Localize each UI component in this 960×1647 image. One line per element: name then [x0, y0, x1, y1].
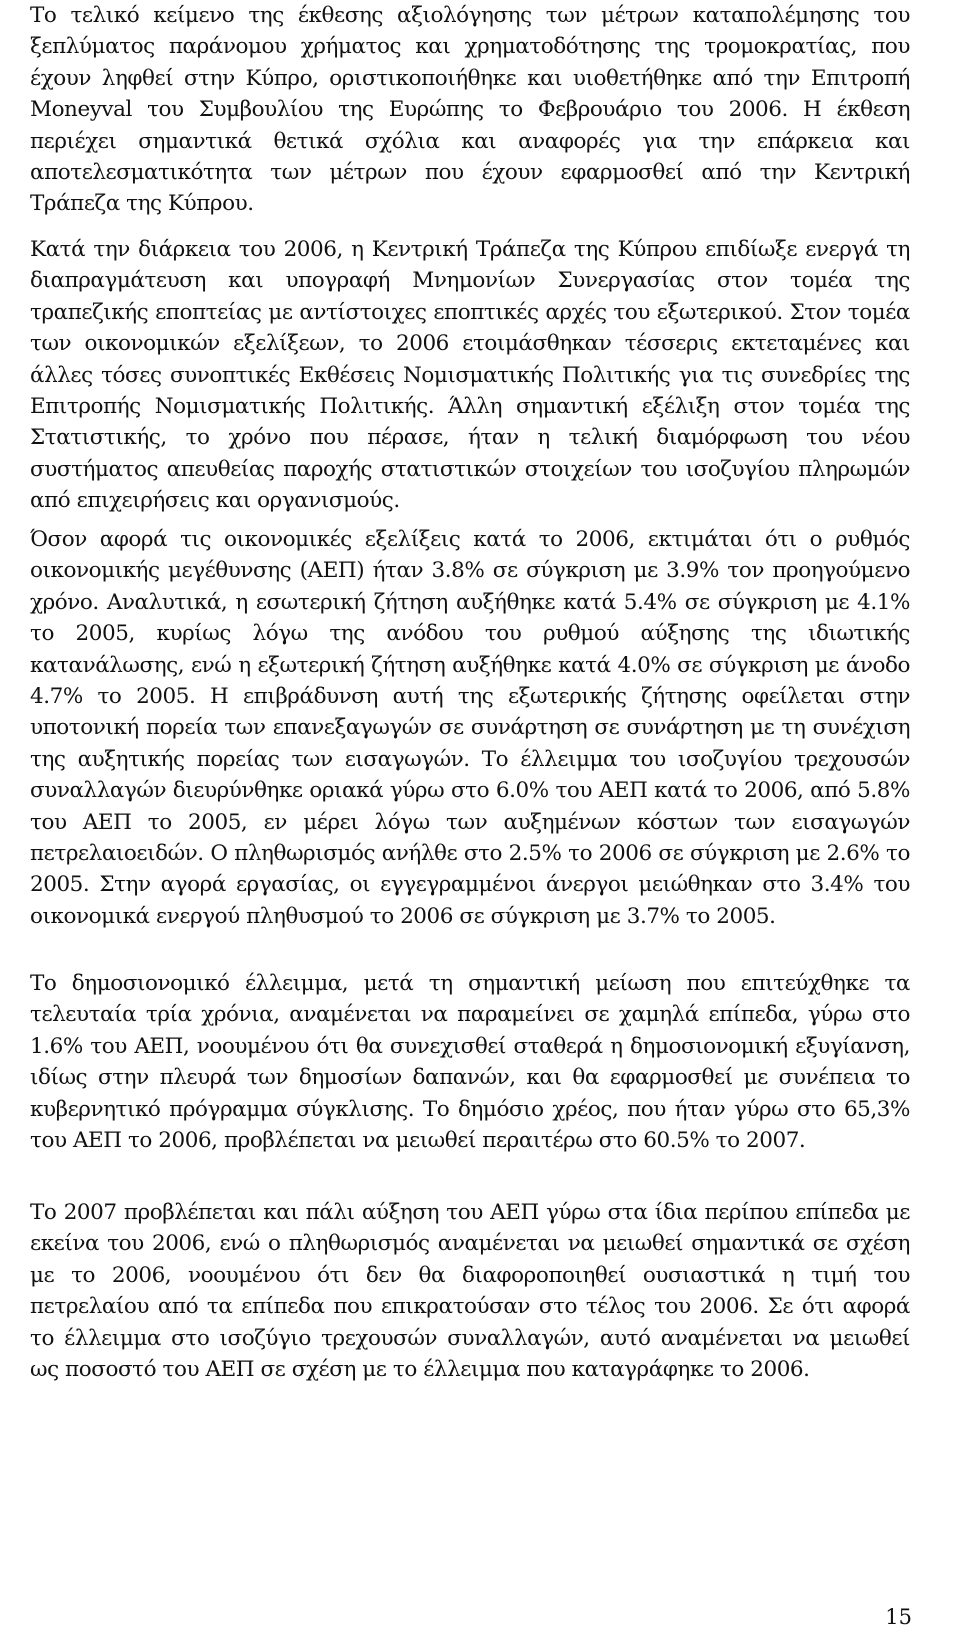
- paragraph-outlook-2007: Το 2007 προβλέπεται και πάλι αύξηση του ΑΕΠ γύρω στα ίδια περίπου επίπεδα με εκείνα του 2006, ενώ ο πληθωρισμός αναμένεται να μειωθεί σημαντικά σε σχέση με το 2006, νοουμένου ότι δεν θα διαφοροποιηθεί ουσιαστικά η τιμή του πετρελαίου από τα επίπεδα που επικρατούσαν στο τέλος του 2006. Σε ότι αφορά το έλλειμμα στο ισοζύγιο τρεχουσών συναλλαγών, αυτό αναμένεται να μειωθεί ως ποσοστό του ΑΕΠ σε σχέση με το έλλειμμα που καταγράφηκε το 2006.: [30, 1200, 910, 1383]
- paragraph-economic-developments: Όσον αφορά τις οικονομικές εξελίξεις κατά το 2006, εκτιμάται ότι ο ρυθμός οικονομικής μεγέθυνσης (ΑΕΠ) ήταν 3.8% σε σύγκριση με 3.9% τον προηγούμενο χρόνο. Αναλυτικά, η εσωτερική ζήτηση αυξήθηκε κατά 5.4% σε σύγκριση με 4.1% το 2005, κυρίως λόγω της ανόδου του ρυθμού αύξησης της ιδιωτικής κατανάλωσης, ενώ η εξωτερική ζήτηση αυξήθηκε κατά 4.0% σε σύγκριση με άνοδο 4.7% το 2005. Η επιβράδυνση αυτή της εξωτερικής ζήτησης οφείλεται στην υποτονική πορεία των επανεξαγωγών σε συνάρτηση σε συνάρτηση με τη συνέχιση της αυξητικής πορείας των εισαγωγών. Το έλλειμμα του ισοζυγίου τρεχουσών συναλλαγών διευρύνθηκε οριακά γύρω στο 6.0% του ΑΕΠ κατά το 2006, από 5.8% του ΑΕΠ το 2005, εν μέρει λόγω των αυξημένων κόστων των εισαγωγών πετρελαιοειδών. Ο πληθωρισμός ανήλθε στο 2.5% το 2006 σε σύγκριση με 2.6% το 2005. Στην αγορά εργασίας, οι εγγεγραμμένοι άνεργοι μειώθηκαν στο 3.4% του οικονομικά ενεργού πληθυσμού το 2006 σε σύγκριση με 3.7% το 2005.: [30, 527, 910, 929]
- paragraph-central-bank-activities: Κατά την διάρκεια του 2006, η Κεντρική Τράπεζα της Κύπρου επιδίωξε ενεργά τη διαπραγμάτευση και υπογραφή Μνημονίων Συνεργασίας στον τομέα της τραπεζικής εποπτείας με αντίστοιχες εποπτικές αρχές του εξωτερικού. Στον τομέα των οικονομικών εξελίξεων, το 2006 ετοιμάσθηκαν τέσσερις εκτεταμένες και άλλες τόσες συνοπτικές Εκθέσεις Νομισματικής Πολιτικής για τις συνεδρίες της Επιτροπής Νομισματικής Πολιτικής. Άλλη σημαντική εξέλιξη στον τομέα της Στατιστικής, το χρόνο που πέρασε, ήταν η τελική διαμόρφωση του νέου συστήματος απευθείας παροχής στατιστικών στοιχείων του ισοζυγίου πληρωμών από επιχειρήσεις και οργανισμούς.: [30, 237, 910, 514]
- page-number: 15: [885, 1605, 912, 1629]
- paragraph-moneyval-report: Το τελικό κείμενο της έκθεσης αξιολόγησης των μέτρων καταπολέμησης του ξεπλύματος παράνομου χρήματος και χρηματοδότησης της τρομοκρατίας, που έχουν ληφθεί στην Κύπρο, οριστικοποιήθηκε και υιοθετήθηκε από την Επιτροπή Moneyval του Συμβουλίου της Ευρώπης το Φεβρουάριο του 2006. Η έκθεση περιέχει σημαντικά θετικά σχόλια και αναφορές για την επάρκεια και αποτελεσματικότητα των μέτρων που έχουν εφαρμοσθεί από την Κεντρική Τράπεζα της Κύπρου.: [30, 3, 910, 217]
- paragraph-fiscal-deficit: Το δημοσιονομικό έλλειμμα, μετά τη σημαντική μείωση που επιτεύχθηκε τα τελευταία τρία χρόνια, αναμένεται να παραμείνει σε χαμηλά επίπεδα, γύρω στο 1.6% του ΑΕΠ, νοουμένου ότι θα συνεχισθεί σταθερά η δημοσιονομική εξυγίανση, ιδίως στην πλευρά των δημοσίων δαπανών, και θα εφαρμοσθεί με συνέπεια το κυβερνητικό πρόγραμμα σύγκλισης. Το δημόσιο χρέος, που ήταν γύρω στο 65,3% του ΑΕΠ το 2006, προβλέπεται να μειωθεί περαιτέρω στο 60.5% το 2007.: [30, 971, 910, 1154]
